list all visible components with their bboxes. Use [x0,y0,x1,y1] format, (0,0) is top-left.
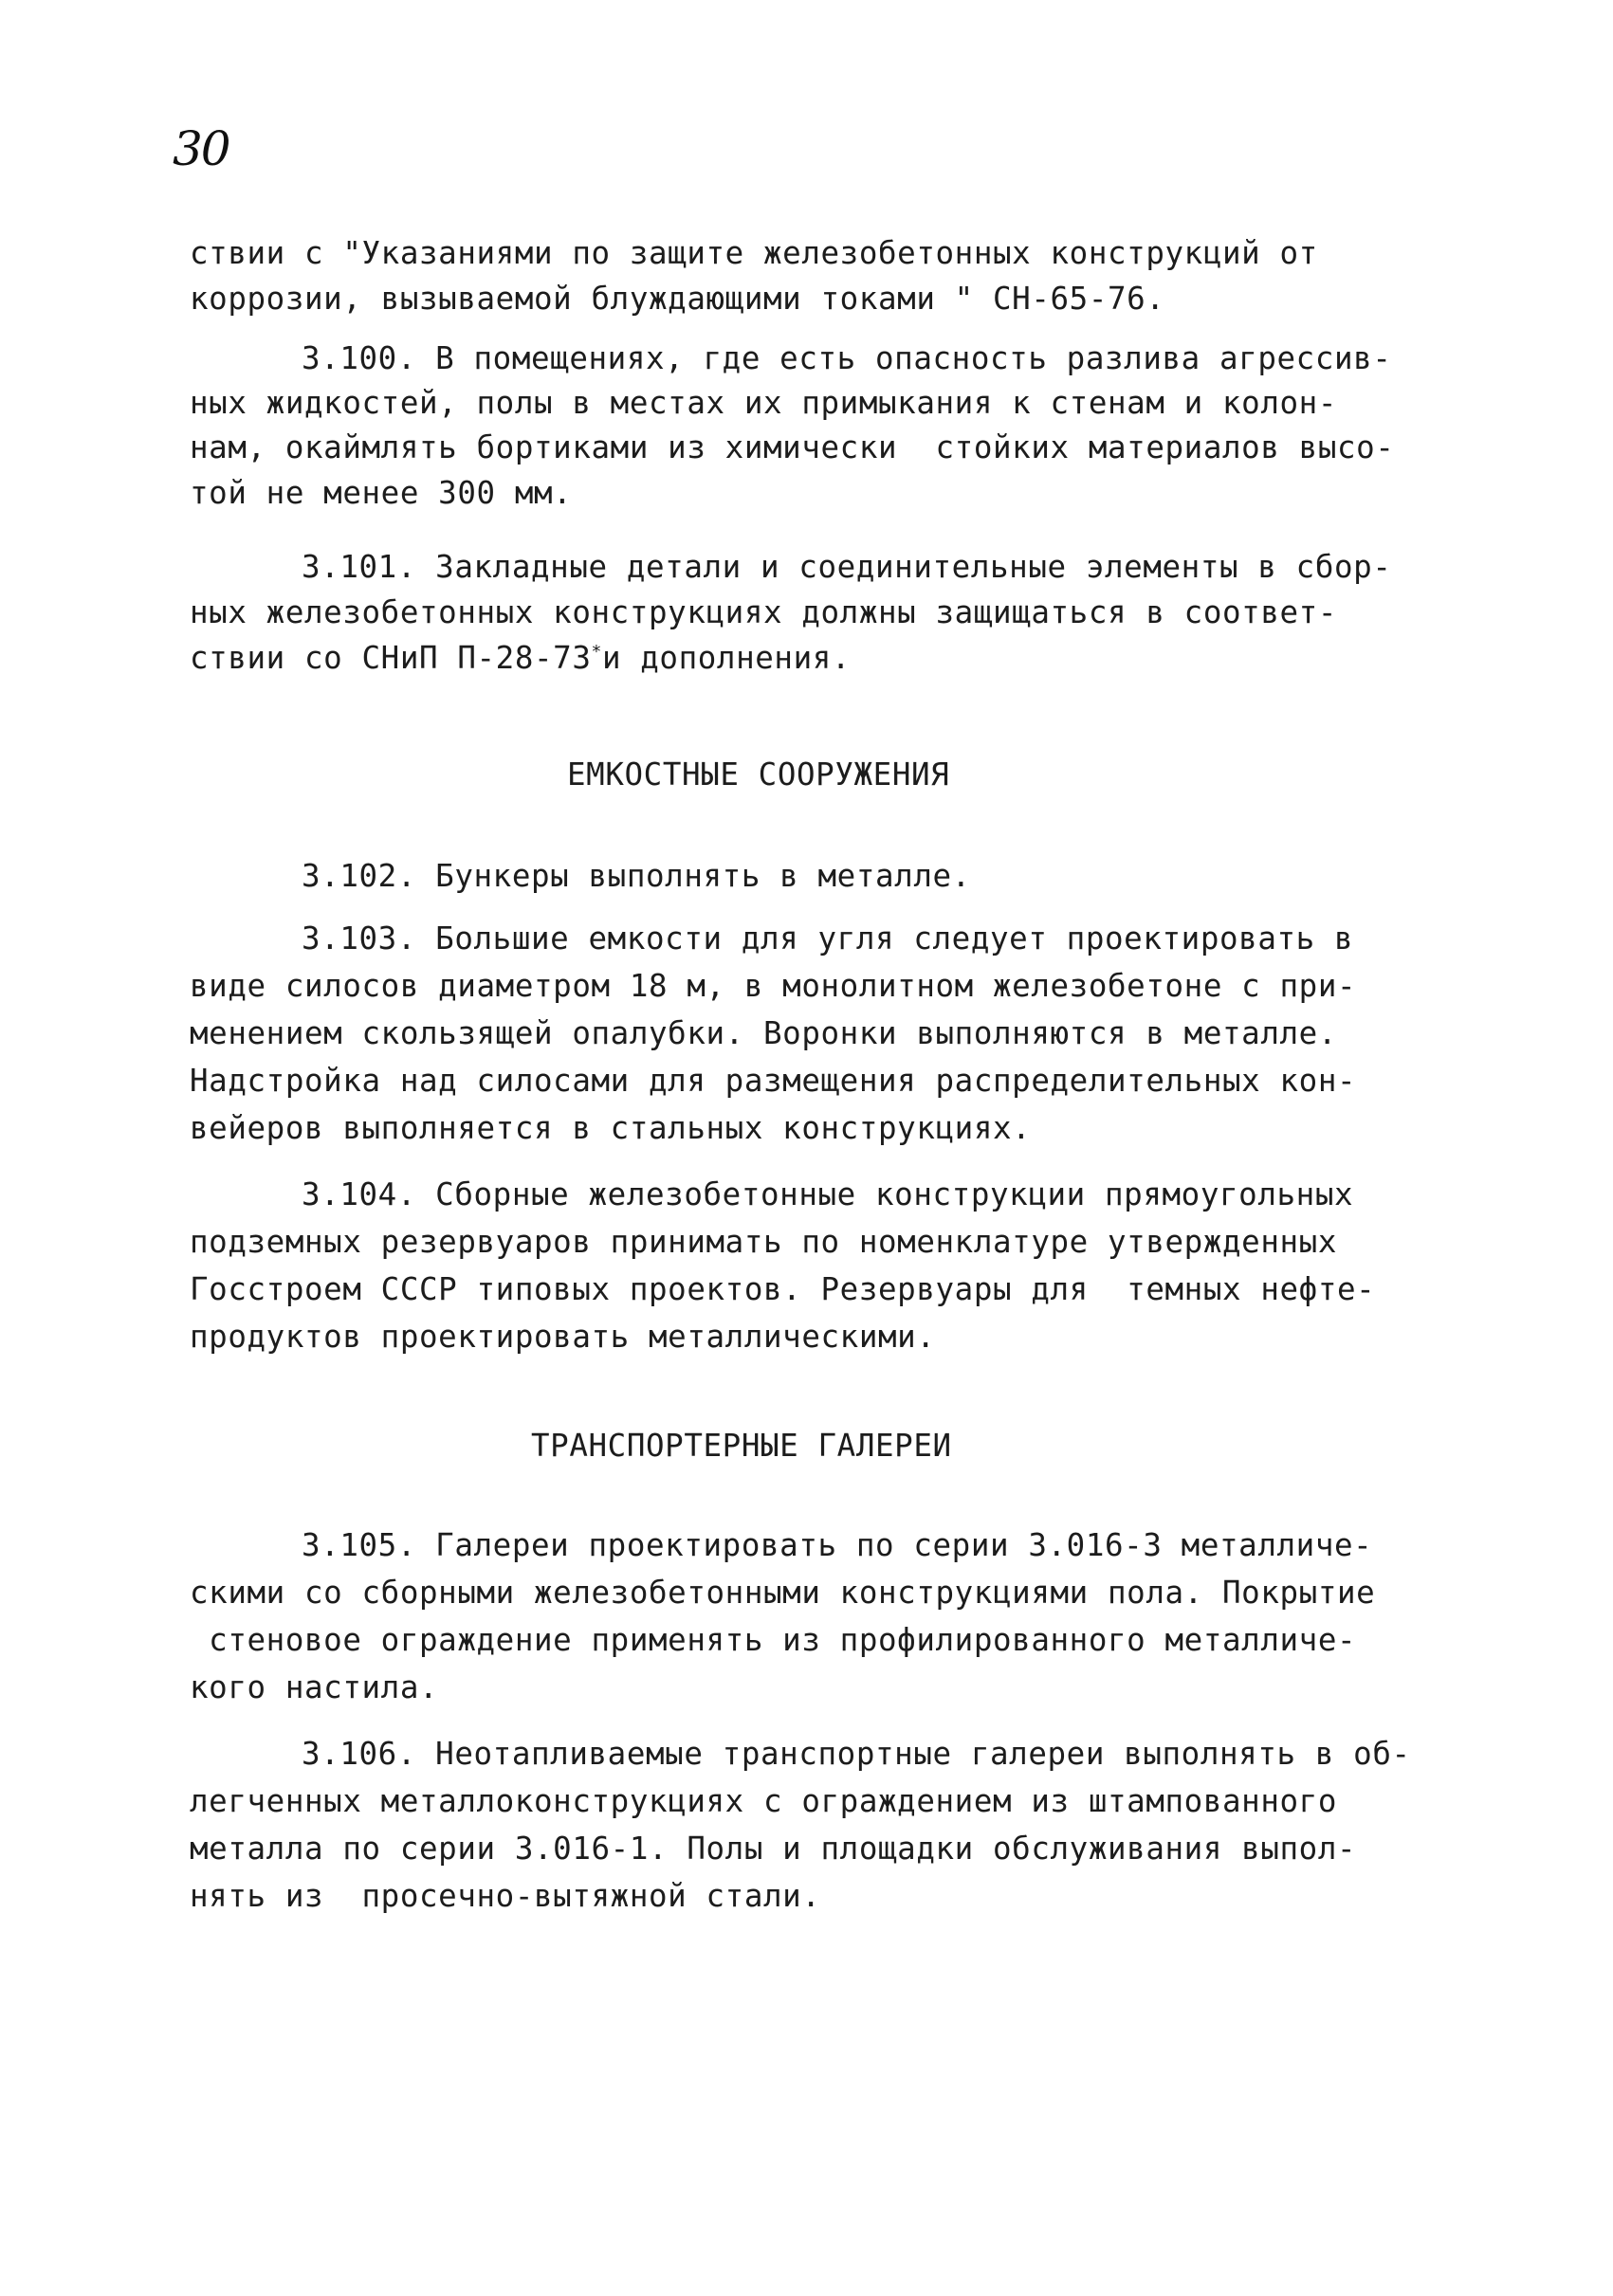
text-line: менением скользящей опалубки. Воронки выполняются в металле. [190,1015,1337,1051]
text-line: виде силосов диаметром 18 м, в монолитном железобетоне с при- [190,968,1357,1004]
text-line: 3.103. Большие емкости для угля следует проектировать в [302,920,1354,957]
footnote-mark: * [591,642,602,663]
text-line: 3.101. Закладные детали и соединительные элементы в сбор- [302,549,1392,585]
text-line: нам, окаймлять бортиками из химически стойких материалов высо- [190,429,1395,465]
page-number: 30 [173,121,229,176]
text-line: 3.105. Галереи проектировать по серии 3.016-3 металличе- [302,1527,1373,1563]
text-segment: ствии со СНиП П-28-73 [190,640,592,676]
text-line: кого настила. [190,1669,439,1705]
text-line: стеновое ограждение применять из профилированного металличе- [190,1622,1357,1658]
text-line: 3.104. Сборные железобетонные конструкции прямоугольных [302,1176,1354,1212]
text-line: легченных металлоконструкциях с ограждением из штампованного [190,1783,1337,1819]
text-line: Надстройка над силосами для размещения распределительных кон- [190,1063,1357,1099]
text-line: нять из просечно-вытяжной стали. [190,1878,821,1914]
text-line: ных железобетонных конструкциях должны защищаться в соответ- [190,594,1337,630]
text-segment: и дополнения. [601,640,852,676]
text-line: коррозии, вызываемой блуждающими токами " СН-65-76. [190,281,1165,317]
text-line: 3.102. Бункеры выполнять в металле. [302,858,971,894]
text-line: вейеров выполняется в стальных конструкциях. [190,1110,1032,1146]
text-line: 3.106. Неотапливаемые транспортные галереи выполнять в об- [302,1736,1411,1772]
text-line: 3.100. В помещениях, где есть опасность разлива агрессив- [302,340,1392,376]
text-line [190,639,851,677]
section-heading: ТРАНСПОРТЕРНЫЕ ГАЛЕРЕИ [531,1428,952,1464]
section-heading: ЕМКОСТНЫЕ СООРУЖЕНИЯ [567,756,950,793]
text-line: скими со сборными железобетонными конструкциями пола. Покрытие [190,1575,1376,1611]
text-line: той не менее 300 мм. [190,475,573,511]
text-line: подземных резервуаров принимать по номенклатуре утвержденных [190,1224,1337,1260]
text-line: Госстроем СССР типовых проектов. Резервуары для темных нефте- [190,1271,1376,1307]
text-line: ствии с "Указаниями по защите железобетонных конструкций от [190,235,1318,271]
text-line: металла по серии 3.016-1. Полы и площадки обслуживания выпол- [190,1831,1357,1867]
text-line: ных жидкостей, полы в местах их примыкания к стенам и колон- [190,385,1337,421]
text-line: продуктов проектировать металлическими. [190,1319,936,1355]
